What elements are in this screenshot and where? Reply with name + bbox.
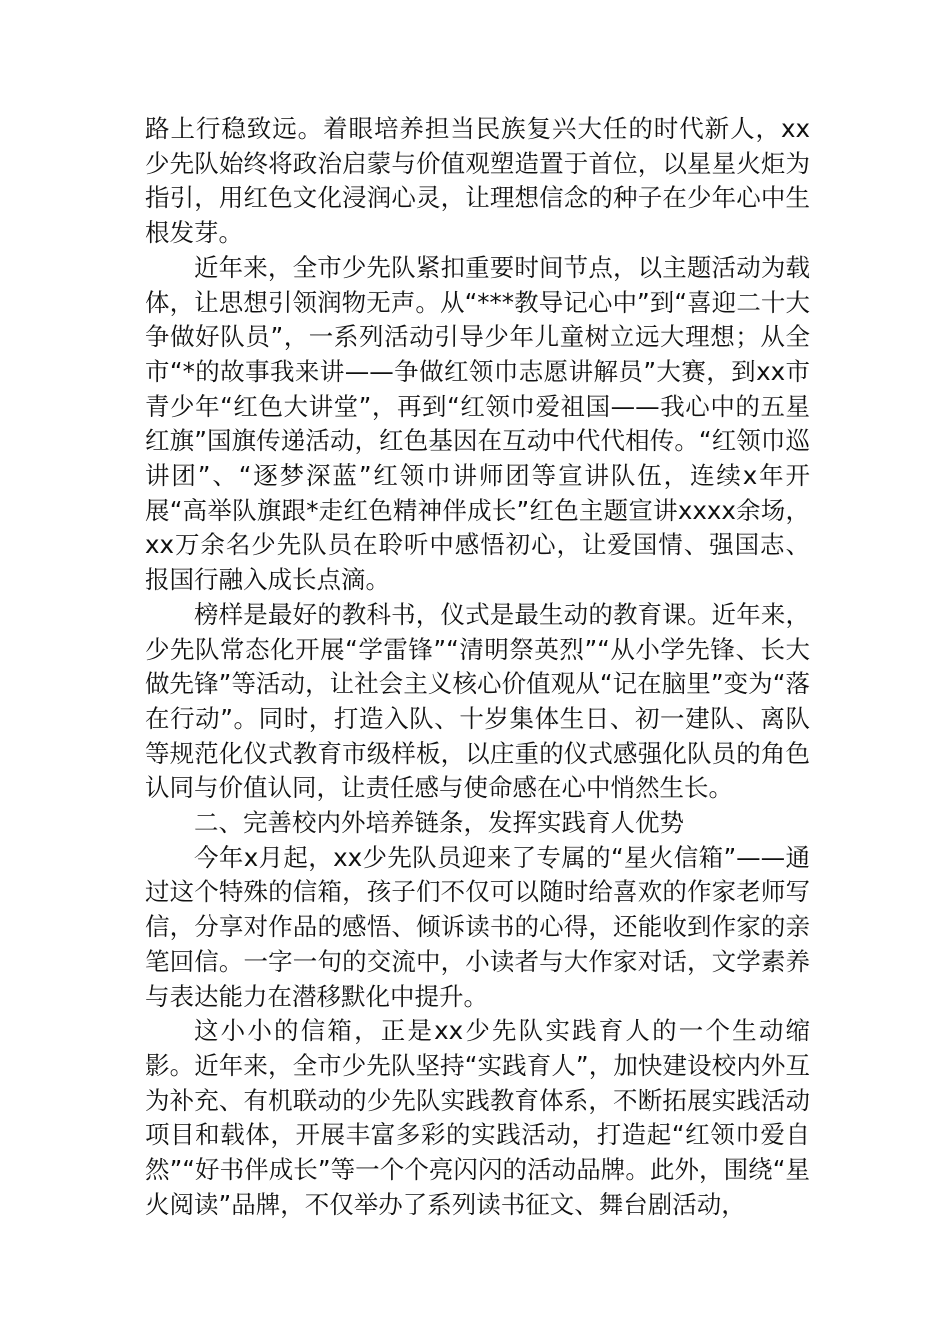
section-heading: 二、完善校内外培养链条，发挥实践育人优势	[194, 808, 684, 838]
paragraph-3: 榜样是最好的教科书，仪式是最生动的教育课。近年来，少先队常态化开展“学雷锋”“清明祭英烈”“从小学先锋、长大做先锋”等活动，让社会主义核心价值观从“记在脑里”变为“落在行动”。同时，打造入队、十岁集体生日、初一建队、离队等规范化仪式教育市级样板，以庄重的仪式感强化队员的角色认同与价值认同，让责任感与使命感在心中悄然生长。	[145, 599, 810, 803]
paragraph-2: 近年来，全市少先队紧扣重要时间节点，以主题活动为载体，让思想引领润物无声。从“***教导记心中”到“喜迎二十大争做好队员”，一系列活动引导少年儿童树立远大理想；从全市“*的故事我来讲——争做红领巾志愿讲解员”大赛，到xx市青少年“红色大讲堂”，再到“红领巾爱祖国——我心中的五星红旗”国旗传递活动，红色基因在互动中代代相传。“红领巾巡讲团”、“逐梦深蓝”红领巾讲师团等宣讲队伍，连续x年开展“高举队旗跟*走红色精神伴成长”红色主题宣讲xxxx余场，xx万余名少先队员在聆听中感悟初心，让爱国情、强国志、报国行融入成长点滴。	[145, 252, 810, 595]
paragraph-1: 路上行稳致远。着眼培养担当民族复兴大任的时代新人，xx少先队始终将政治启蒙与价值观塑造置于首位，以星星火炬为指引，用红色文化浸润心灵，让理想信念的种子在少年心中生根发芽。	[145, 114, 810, 248]
paragraph-5: 这小小的信箱，正是xx少先队实践育人的一个生动缩影。近年来，全市少先队坚持“实践育人”，加快建设校内外互为补充、有机联动的少先队实践教育体系，不断拓展实践活动项目和载体，开展丰富多彩的实践活动，打造起“红领巾爱自然”“好书伴成长”等一个个亮闪闪的活动品牌。此外，围绕“星火阅读”品牌，不仅举办了系列读书征文、舞台剧活动，	[145, 1016, 810, 1219]
paragraph-4: 今年x月起，xx少先队员迎来了专属的“星火信箱”——通过这个特殊的信箱，孩子们不仅可以随时给喜欢的作家老师写信，分享对作品的感悟、倾诉读书的心得，还能收到作家的亲笔回信。一字一句的交流中，小读者与大作家对话，文学素养与表达能力在潜移默化中提升。	[145, 842, 810, 1011]
document-page	[145, 112, 810, 1223]
